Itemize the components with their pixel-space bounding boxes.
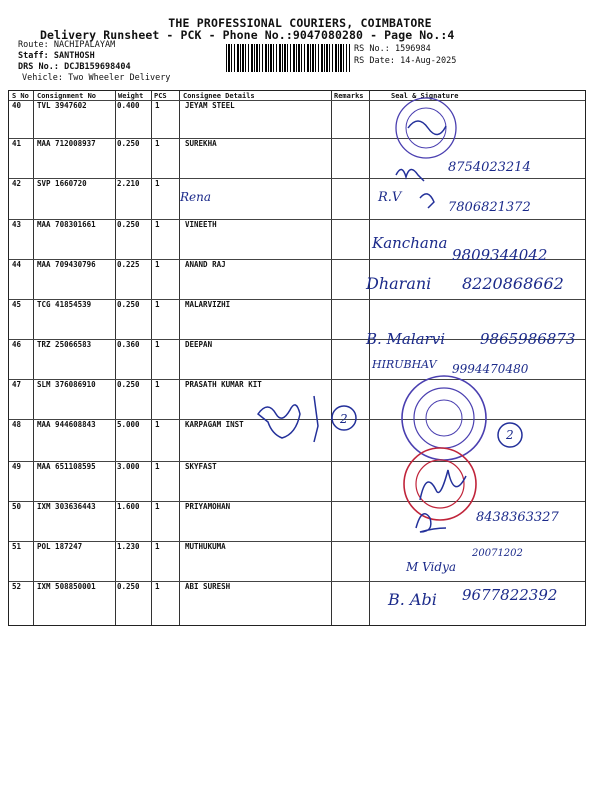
hw-r48-circle-b: 2 — [506, 428, 514, 442]
cell-sno: 51 — [12, 542, 22, 551]
cell-pcs: 1 — [155, 260, 160, 269]
col-consignee-header: Consignee Details — [183, 92, 255, 100]
cell-pcs: 1 — [155, 139, 160, 148]
cell-consignment: MAA 944608843 — [37, 420, 96, 429]
cell-pcs: 1 — [155, 582, 160, 591]
company-title: THE PROFESSIONAL COURIERS, COIMBATORE — [168, 16, 432, 30]
cell-weight: 0.250 — [117, 139, 140, 148]
cell-sno: 43 — [12, 220, 22, 229]
runsheet-title: Delivery Runsheet - PCK - Phone No.:9047080280 - Page No.:4 — [40, 28, 455, 42]
staff-line — [18, 51, 95, 61]
cell-consignee: DEEPAN — [185, 340, 213, 349]
cell-weight: 2.210 — [117, 179, 140, 188]
barcode — [226, 44, 350, 72]
rs-no-value: 1596984 — [394, 44, 431, 54]
col-pcs-header: PCS — [154, 92, 167, 100]
rs-date-value: 14-Aug-2025 — [400, 56, 457, 66]
hw-r41-phone: 8754023214 — [448, 160, 531, 175]
hw-r43-phone: 9809344042 — [452, 246, 548, 264]
cell-sno: 48 — [12, 420, 22, 429]
hw-r42-name: Rena — [180, 190, 212, 204]
cell-weight: 1.600 — [117, 502, 140, 511]
cell-consignment: POL 187247 — [37, 542, 83, 551]
cell-pcs: 1 — [155, 101, 160, 110]
col-sno-header: S No — [12, 92, 29, 100]
cell-consignment: MAA 709430796 — [37, 260, 96, 269]
cell-consignment: IXM 303636443 — [37, 502, 96, 511]
cell-consignee: SKYFAST — [185, 462, 217, 471]
drs-label: DRS No.: — [18, 62, 59, 72]
hw-r52-sig: B. Abi — [388, 590, 437, 609]
cell-consignee: JEYAM STEEL — [185, 101, 235, 110]
cell-sno: 46 — [12, 340, 22, 349]
cell-sno: 47 — [12, 380, 22, 389]
hw-r44-name: Dharani — [366, 274, 432, 293]
cell-consignment: TCG 41854539 — [37, 300, 92, 309]
cell-sno: 41 — [12, 139, 22, 148]
cell-weight: 5.000 — [117, 420, 140, 429]
cell-sno: 49 — [12, 462, 22, 471]
col-seal-header: Seal & Signature — [391, 92, 459, 100]
cell-weight: 1.230 — [117, 542, 140, 551]
vehicle-label: Vehicle: — [22, 73, 63, 83]
staff-value: SANTHOSH — [53, 51, 95, 61]
cell-pcs: 1 — [155, 380, 160, 389]
col-remarks-header: Remarks — [334, 92, 364, 100]
cell-pcs: 1 — [155, 220, 160, 229]
cell-weight: 0.400 — [117, 101, 140, 110]
hw-r51-sig: M Vidya — [406, 560, 457, 574]
cell-consignment: MAA 651108595 — [37, 462, 96, 471]
cell-consignment: TVL 3947602 — [37, 101, 87, 110]
cell-consignment: MAA 708301661 — [37, 220, 96, 229]
cell-pcs: 1 — [155, 502, 160, 511]
col-consignment-header: Consignment No — [37, 92, 97, 100]
hw-r43-name: Kanchana — [372, 234, 448, 252]
vehicle-line — [22, 73, 170, 83]
hw-r51-date: 20071202 — [472, 548, 523, 559]
cell-sno: 52 — [12, 582, 22, 591]
cell-consignment: IXM 508850001 — [37, 582, 96, 591]
rs-date-line — [354, 56, 456, 66]
cell-consignee: MALARVIZHI — [185, 300, 231, 309]
rs-date-label: RS Date: — [354, 56, 395, 66]
rs-no-line — [354, 44, 431, 54]
cell-sno: 44 — [12, 260, 22, 269]
route-label: Route: — [18, 40, 49, 50]
cell-consignee: KARPAGAM INST — [185, 420, 244, 429]
cell-sno: 40 — [12, 101, 22, 110]
cell-consignee: ABI SURESH — [185, 582, 231, 591]
cell-pcs: 1 — [155, 542, 160, 551]
cell-sno: 50 — [12, 502, 22, 511]
col-weight-header: Weight — [118, 92, 144, 100]
hw-r52-phone: 9677822392 — [462, 586, 558, 604]
hw-r42-phone: 7806821372 — [448, 200, 531, 215]
cell-consignment: TRZ 25066583 — [37, 340, 92, 349]
route-value: NACHIPALAYAM — [53, 40, 116, 50]
hw-r46-name: HIRUBHAV — [372, 358, 437, 371]
cell-sno: 42 — [12, 179, 22, 188]
staff-label: Staff: — [18, 51, 49, 61]
cell-pcs: 1 — [155, 420, 160, 429]
hw-r44-phone: 8220868662 — [462, 274, 564, 293]
cell-consignee: ANAND RAJ — [185, 260, 226, 269]
hw-r42-sig: R.V — [378, 190, 402, 205]
cell-pcs: 1 — [155, 179, 160, 188]
cell-sno: 45 — [12, 300, 22, 309]
hw-r50-phone: 8438363327 — [476, 510, 559, 525]
cell-pcs: 1 — [155, 462, 160, 471]
route-line — [18, 40, 115, 50]
cell-weight: 0.250 — [117, 300, 140, 309]
vehicle-value: Two Wheeler Delivery — [68, 73, 171, 83]
cell-consignee: MUTHUKUMA — [185, 542, 226, 551]
cell-weight: 0.360 — [117, 340, 140, 349]
cell-pcs: 1 — [155, 340, 160, 349]
cell-weight: 0.250 — [117, 220, 140, 229]
rs-no-label: RS No.: — [354, 44, 390, 54]
cell-consignee: PRASATH KUMAR KIT — [185, 380, 262, 389]
cell-consignee: PRIYAMOHAN — [185, 502, 231, 511]
hw-r45-phone: 9865986873 — [480, 330, 576, 348]
cell-consignee: VINEETH — [185, 220, 217, 229]
hw-r46-phone: 9994470480 — [452, 362, 529, 376]
hw-r45-name: B. Malarvi — [366, 330, 446, 348]
cell-weight: 0.225 — [117, 260, 140, 269]
cell-pcs: 1 — [155, 300, 160, 309]
cell-consignment: SVP 1660720 — [37, 179, 87, 188]
cell-weight: 3.000 — [117, 462, 140, 471]
cell-consignment: MAA 712008937 — [37, 139, 96, 148]
cell-weight: 0.250 — [117, 380, 140, 389]
hw-r48-circle: 2 — [340, 412, 348, 426]
drs-value: DCJB159698404 — [64, 62, 131, 72]
cell-consignment: SLM 376086910 — [37, 380, 96, 389]
cell-weight: 0.250 — [117, 582, 140, 591]
cell-consignee: SUREKHA — [185, 139, 217, 148]
drs-line — [18, 62, 131, 72]
